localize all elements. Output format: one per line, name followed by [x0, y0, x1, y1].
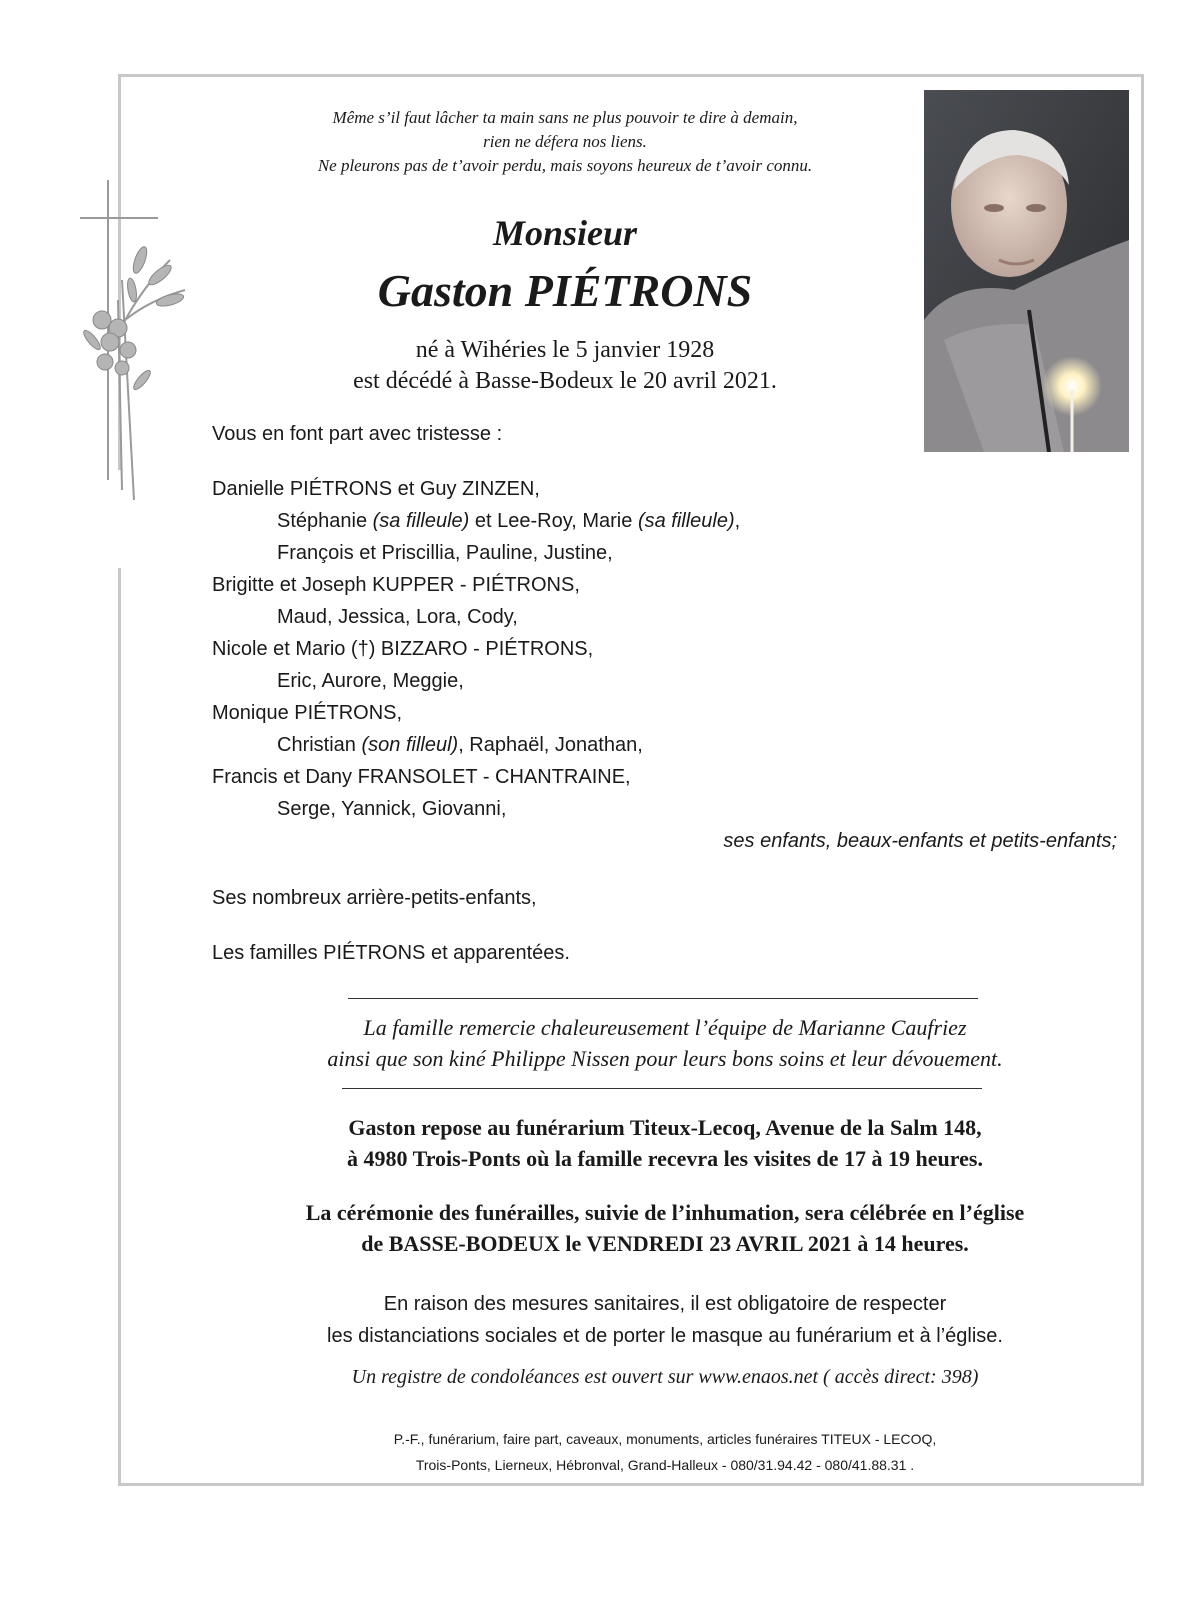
family-line: Christian (son filleul), Raphaël, Jonathan,	[277, 734, 643, 756]
visitation-info	[230, 1112, 1100, 1174]
portrait-photo	[924, 90, 1129, 452]
death-line: est décédé à Basse-Bodeux le 20 avril 2021.	[353, 368, 777, 394]
family-line: Brigitte et Joseph KUPPER - PIÉTRONS,	[212, 574, 580, 596]
deceased-name: Gaston PIÉTRONS	[377, 265, 753, 316]
ceremony-info	[230, 1197, 1100, 1259]
family-summary: ses enfants, beaux-enfants et petits-enfants;	[723, 830, 1117, 852]
cross-flower-ornament	[70, 180, 200, 500]
family-line: Stéphanie (sa filleule) et Lee-Roy, Marie (sa filleule),	[277, 510, 741, 532]
quote-line: Même s’il faut lâcher ta main sans ne plus pouvoir te dire à demain,	[332, 108, 798, 127]
opening-quote	[260, 106, 870, 178]
ceremony-line: de BASSE-BODEUX le VENDREDI 23 AVRIL 2021 à 14 heures.	[361, 1231, 969, 1256]
family-line: Monique PIÉTRONS,	[212, 702, 403, 724]
quote-line: rien ne défera nos liens.	[483, 132, 647, 151]
family-line: Nicole et Mario (†) BIZZARO - PIÉTRONS,	[212, 638, 594, 660]
ceremony-line: La cérémonie des funérailles, suivie de l’inhumation, sera célébrée en l’église	[305, 1200, 1025, 1225]
registry-notice: Un registre de condoléances est ouvert sur www.enaos.net ( accès direct: 398)	[351, 1366, 979, 1388]
sanitary-notice	[230, 1288, 1100, 1352]
visitation-line: Gaston repose au funérarium Titeux-Lecoq, Avenue de la Salm 148,	[348, 1115, 982, 1140]
family-line: Serge, Yannick, Giovanni,	[277, 798, 507, 820]
thanks-message	[240, 1012, 1090, 1074]
sanitary-line: En raison des mesures sanitaires, il est obligatoire de respecter	[383, 1293, 947, 1315]
thanks-line: ainsi que son kiné Philippe Nissen pour leurs bons soins et leur dévouement.	[327, 1046, 1003, 1071]
intro-text: Vous en font part avec tristesse :	[212, 423, 503, 445]
thanks-line: La famille remercie chaleureusement l’équipe de Marianne Caufriez	[363, 1015, 967, 1040]
divider	[342, 1088, 982, 1089]
footer-line: P.-F., funérarium, faire part, caveaux, monuments, articles funéraires TITEUX - LECOQ,	[393, 1431, 937, 1447]
life-dates	[300, 335, 830, 397]
birth-line: né à Wihéries le 5 janvier 1928	[415, 337, 715, 363]
family-line: Francis et Dany FRANSOLET - CHANTRAINE,	[212, 766, 631, 788]
footer-line: Trois-Ponts, Lierneux, Hébronval, Grand-Halleux - 080/31.94.42 - 080/41.88.31 .	[415, 1457, 915, 1473]
family-line: Danielle PIÉTRONS et Guy ZINZEN,	[212, 478, 540, 500]
family-line: François et Priscillia, Pauline, Justine,	[277, 542, 613, 564]
sanitary-line: les distanciations sociales et de porter le masque au funérarium et à l’église.	[327, 1325, 1003, 1347]
footer	[230, 1426, 1100, 1478]
families-line: Les familles PIÉTRONS et apparentées.	[212, 942, 570, 964]
quote-line: Ne pleurons pas de t’avoir perdu, mais soyons heureux de t’avoir connu.	[317, 156, 813, 175]
great-grandchildren: Ses nombreux arrière-petits-enfants,	[212, 887, 537, 909]
visitation-line: à 4980 Trois-Ponts où la famille recevra les visites de 17 à 19 heures.	[347, 1146, 983, 1171]
honorific: Monsieur	[492, 213, 638, 253]
divider	[348, 998, 978, 999]
family-line: Maud, Jessica, Lora, Cody,	[277, 606, 518, 628]
family-line: Eric, Aurore, Meggie,	[277, 670, 464, 692]
